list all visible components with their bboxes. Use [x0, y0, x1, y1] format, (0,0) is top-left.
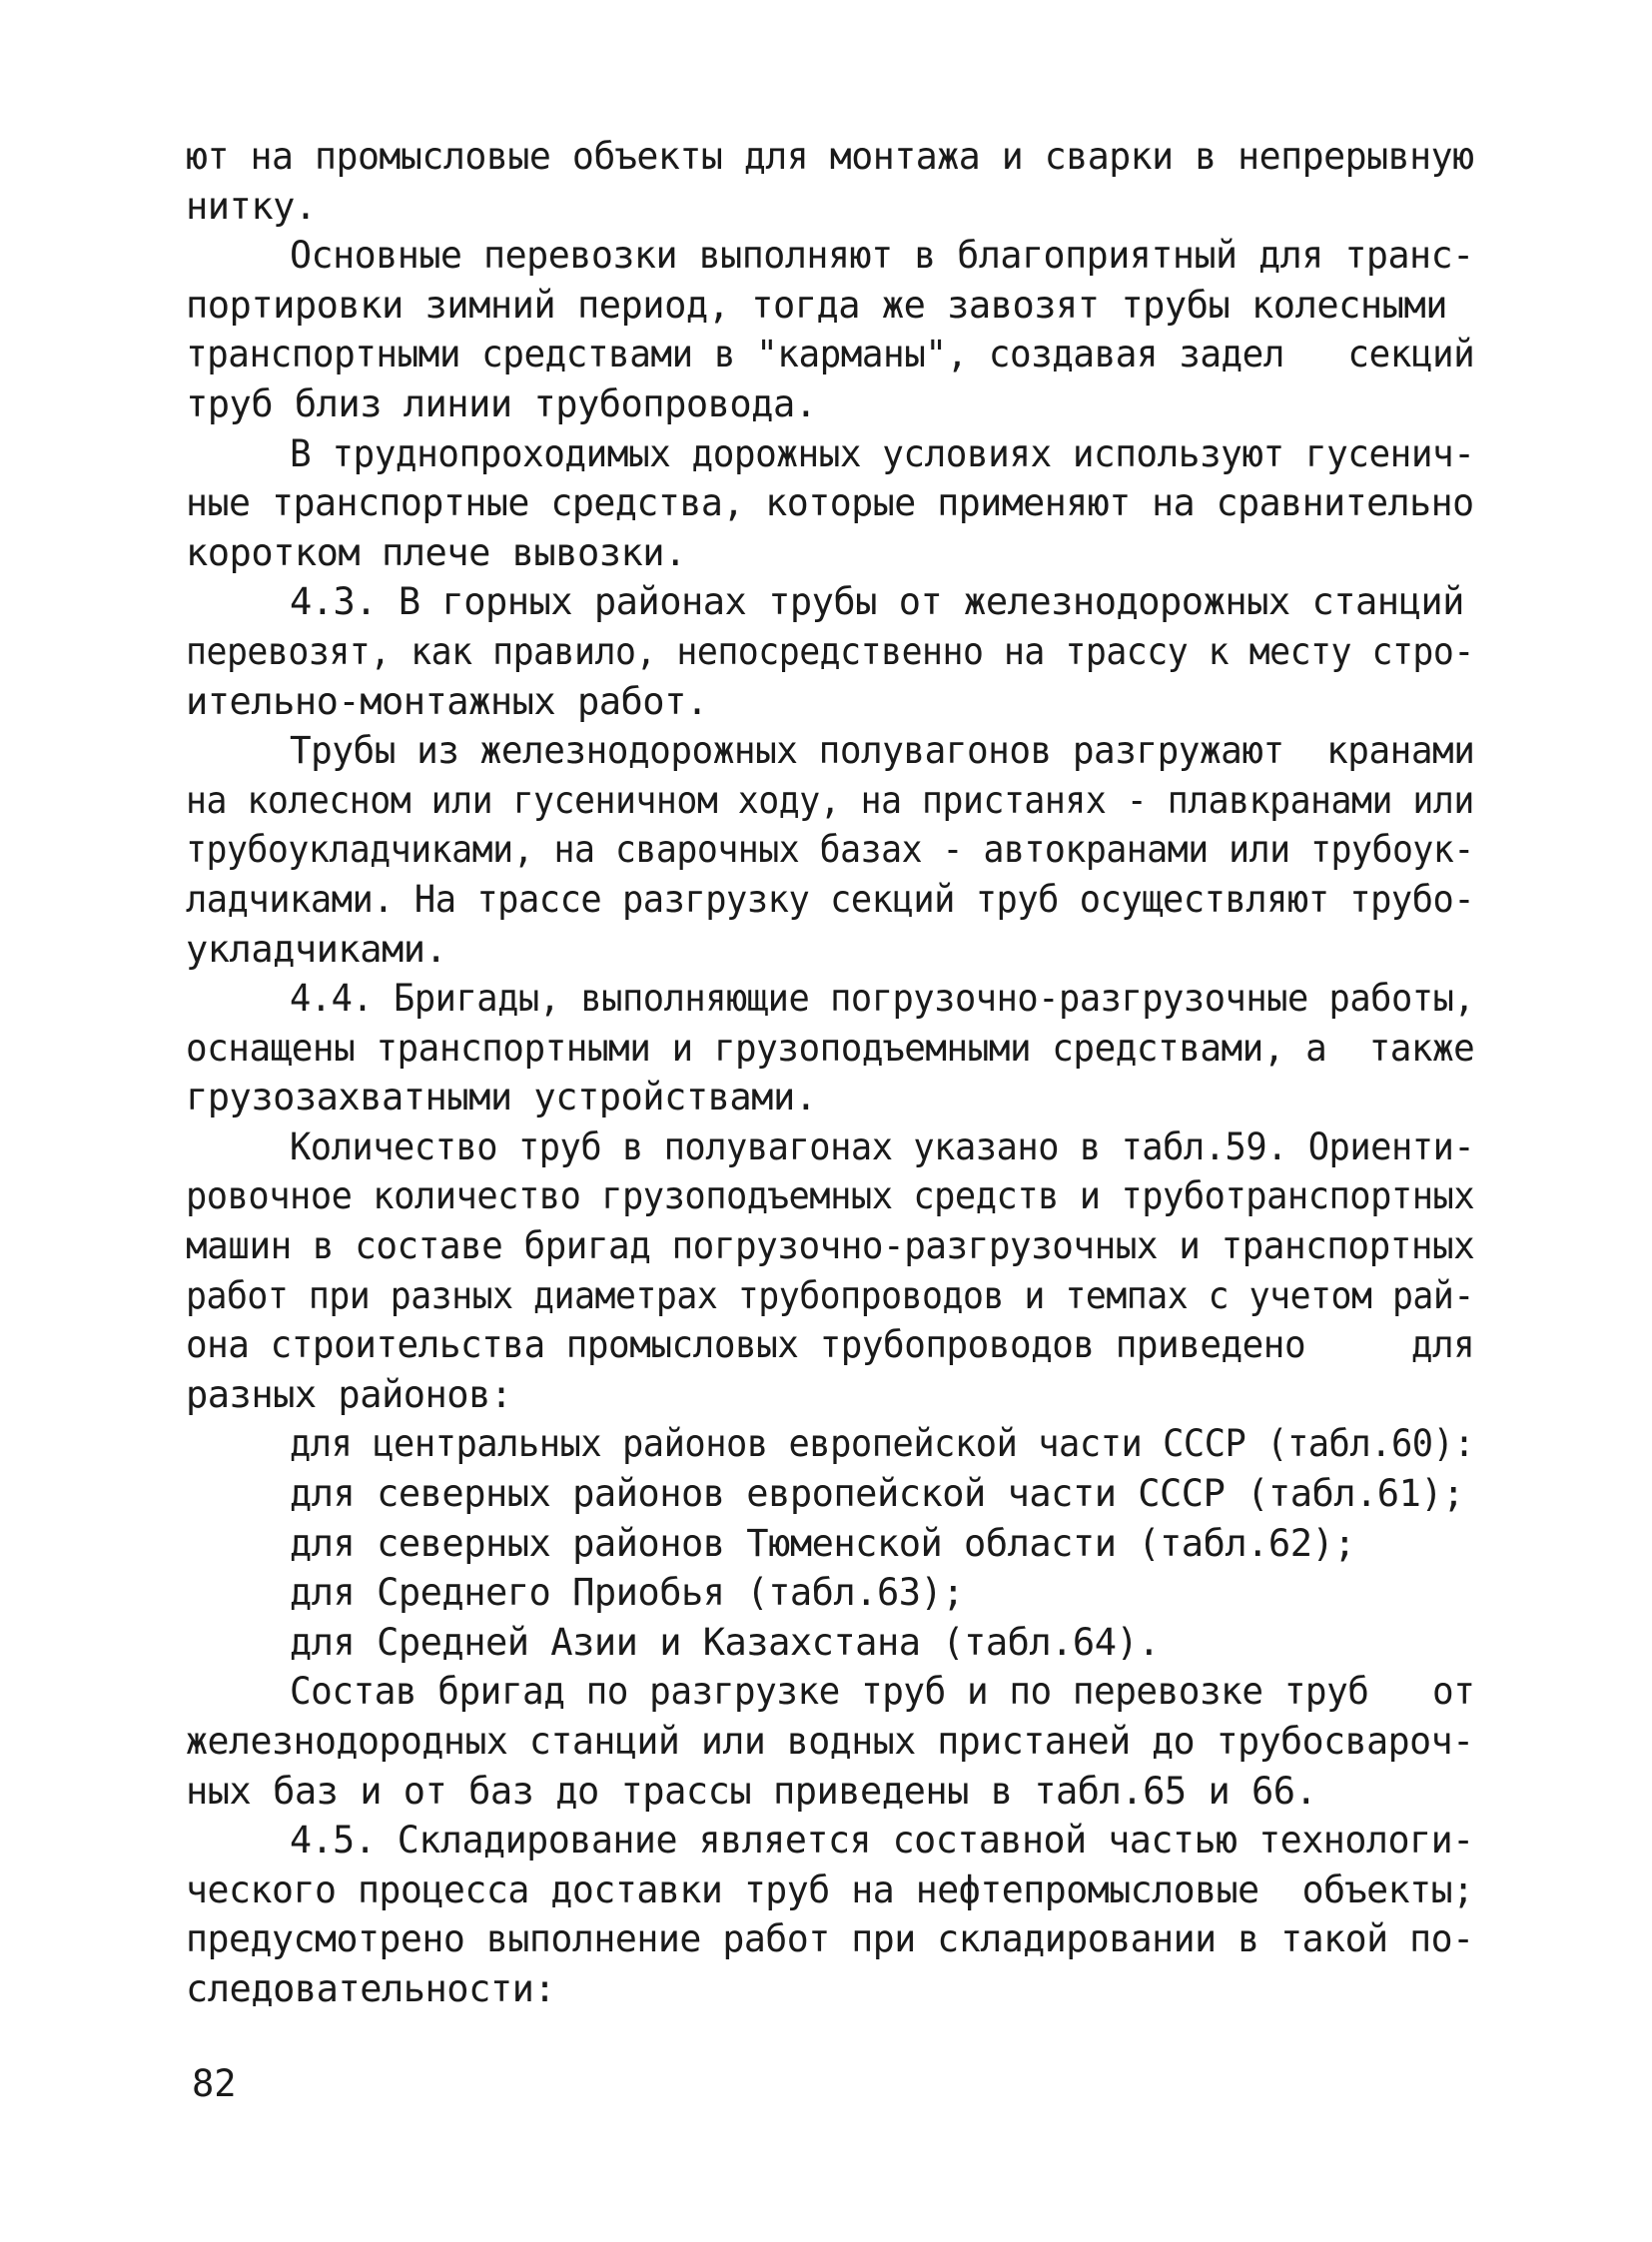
text-line: оснащены транспортными и грузоподъемными средствами, а также — [186, 1026, 1475, 1070]
text-line: ных баз и от баз до трассы приведены в табл.65 и 66. — [186, 1769, 1317, 1813]
text-line: нитку. — [186, 184, 317, 228]
text-line: ительно-монтажных работ. — [186, 679, 708, 723]
text-line: для центральных районов европейской части СССР (табл.60): — [290, 1422, 1475, 1466]
text-line: 4.5. Складирование является составной частью технологи- — [290, 1819, 1474, 1863]
text-line: она строительства промысловых трубопроводов приведено для — [186, 1323, 1475, 1367]
text-line: ют на промысловые объекты для монтажа и сварки в непрерывную — [186, 135, 1474, 178]
text-line: Основные перевозки выполняют в благоприятный для транс- — [290, 234, 1474, 278]
text-line: Количество труб в полувагонах указано в табл.59. Ориенти- — [290, 1124, 1475, 1168]
text-line: для Среднего Приобья (табл.63); — [290, 1571, 965, 1615]
text-line: портировки зимний период, тогда же завозят трубы колесными — [186, 283, 1448, 327]
text-line: железнодородных станций или водных пристаней до трубосвароч- — [186, 1720, 1474, 1763]
body-text — [186, 132, 1474, 2014]
text-line: ческого процесса доставки труб на нефтепромысловые объекты; — [186, 1868, 1474, 1911]
text-line: ные транспортные средства, которые применяют на сравнительно — [186, 481, 1474, 525]
text-line: Трубы из железнодорожных полувагонов разгружают кранами — [290, 729, 1475, 773]
text-line: на колесном или гусеничном ходу, на пристанях - плавкранами или — [186, 778, 1474, 822]
text-line: следовательности: — [186, 1966, 556, 2010]
text-line: трубоукладчиками, на сварочных базах - автокранами или трубоук- — [186, 828, 1474, 872]
text-line: Состав бригад по разгрузке труб и по перевозке труб от — [290, 1670, 1475, 1714]
page-number: 82 — [192, 2062, 237, 2105]
text-line: коротком плече вывозки. — [186, 530, 686, 574]
text-line: труб близ линии трубопровода. — [186, 381, 817, 425]
text-line: перевозят, как правило, непосредственно на трассу к месту стро- — [186, 629, 1474, 673]
text-line: работ при разных диаметрах трубопроводов и темпах с учетом рай- — [186, 1273, 1474, 1317]
text-line: укладчиками. — [186, 927, 447, 971]
text-line: грузозахватными устройствами. — [186, 1076, 817, 1120]
text-line: В труднопроходимых дорожных условиях используют гусенич- — [290, 431, 1475, 475]
text-line: ровочное количество грузоподъемных средств и труботранспортных — [186, 1174, 1475, 1218]
text-line: 4.4. Бригады, выполняющие погрузочно-разгрузочные работы, — [290, 977, 1475, 1021]
text-line: разных районов: — [186, 1372, 512, 1416]
text-line: транспортными средствами в "карманы", создавая задел секций — [186, 333, 1475, 376]
text-line: машин в составе бригад погрузочно-разгрузочных и транспортных — [186, 1224, 1475, 1268]
text-line: 4.3. В горных районах трубы от железнодорожных станций — [290, 580, 1464, 624]
text-line: ладчиками. На трассе разгрузку секций труб осуществляют трубо- — [186, 877, 1475, 921]
text-line: для Средней Азии и Казахстана (табл.64). — [290, 1620, 1161, 1664]
text-line: для северных районов европейской части СССР (табл.61); — [290, 1472, 1464, 1516]
text-line: предусмотрено выполнение работ при складировании в такой по- — [186, 1917, 1474, 1961]
text-line: для северных районов Тюменской области (табл.62); — [290, 1521, 1356, 1565]
